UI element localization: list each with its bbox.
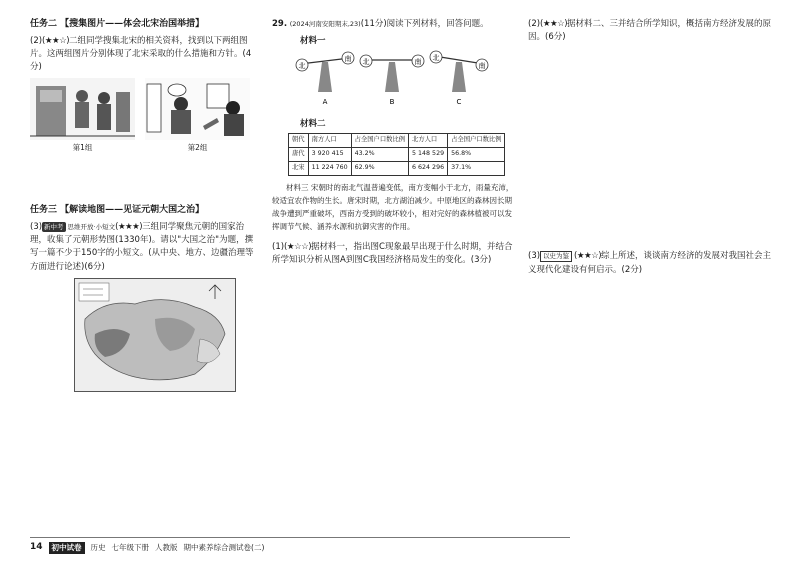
population-table [288,133,505,176]
subquestion-1-paragraph [272,241,518,267]
question-text: 据材料二、三并结合所学知识，概括南方经济发展的原因。(6分) [528,19,772,43]
question-number: 29. [272,19,288,29]
scale-a-north-char: 北 [298,62,306,71]
material-1-title: 材料一 [300,36,326,47]
subquestion-3-paragraph [528,250,773,276]
table-cell: 62.9% [351,161,408,175]
officials-scene-image [145,78,250,140]
difficulty-stars: (★★★) [115,222,143,233]
question-29-header [272,18,518,31]
scale-a-label: A [322,98,328,107]
scale-a [296,52,354,106]
question-number: (2) [528,19,541,29]
question-number: (3) [30,222,43,233]
table-cell: 唐代 [289,147,309,161]
scale-c [430,51,488,106]
table-cell: 56.8% [448,147,505,161]
series-tag: 初中试卷 [49,542,85,554]
material-3-paragraph: 材料三 宋朝时的南北气温普遍变低，南方变幅小于北方，雨量充沛，较适宜农作物的生长。唐宋时期，北方湖泊减少。中原地区的森林因长期战争遭到严重破坏，西南方受到的破坏较小，相对完好的森林植被可以发挥调节气候、涵养水源和抗御灾害的作用。 [272,182,514,232]
scale-c-south-char: 南 [478,62,486,71]
group1-caption: 第1组 [72,143,93,153]
task2-title: 任务二 【搜集图片——体会北宋治国举措】 [30,19,205,29]
scale-b-south-char: 南 [414,58,422,67]
table-header-cell: 朝代 [289,133,309,147]
left-column [30,18,260,392]
image-groups [30,78,260,154]
footer-divider [30,537,570,538]
question-2-paragraph [30,35,260,75]
question-type-label: 思维开放·小短文 [67,223,116,232]
scale-c-label: C [456,98,462,107]
history-lesson-badge: 以史为鉴 [540,251,572,262]
map-image [75,279,235,391]
difficulty-stars: (★★☆) [540,19,568,29]
scale-c-north-char: 北 [432,54,440,63]
question-number: (3) [528,251,541,262]
yuan-dynasty-map [74,278,236,392]
question-text: 据材料一，指出图C现象最早出现于什么时期，并结合所学知识分析从图A到图C我国经济格局发生的变化。(3分) [272,241,513,265]
question-number: (2) [30,35,43,46]
difficulty-stars: (★★☆) [42,35,70,46]
material-2-title: 材料二 [300,118,326,129]
table-row [289,147,505,161]
right-column [528,18,773,279]
question-text: 三组同学聚焦元朝的国家治理，收集了元朝形势图(1330年)。请以"大国之治"为题，撰写一篇不少于150字的小短文。(从中央、地方、边疆治理等方面进行论述)(6分) [30,222,254,272]
scale-a-south-char: 南 [344,55,352,64]
question-text: 二组同学搜集北宋的相关资料，找到以下两组图片。这两组图片分别体现了北宋采取的什么措施和方针。(4分) [30,35,252,73]
table-cell: 37.1% [448,161,505,175]
scale-b-label: B [389,98,395,107]
exam-title: 期中素养综合测试卷(二) [183,543,265,553]
difficulty-stars: (★☆☆) [284,241,312,252]
difficulty-stars: (★★☆) [574,251,602,262]
table-header-cell: 占全国户口数比例 [351,133,408,147]
question-instructions: (11分)阅读下列材料，回答问题。 [360,19,489,29]
group2-caption: 第2组 [187,143,208,153]
table-cell: 3 920 415 [308,147,351,161]
task3-title: 任务三 【解读地图——见证元朝大国之治】 [30,205,205,216]
table-row [289,161,505,175]
group2-illustration [145,78,250,154]
grade-label: 七年级下册 [111,543,150,553]
table-cell: 11 224 760 [308,161,351,175]
question-3-paragraph [30,221,260,274]
table-cell: 北宋 [289,161,309,175]
question-source: (2024河南安阳期末,23) [289,20,361,28]
table-cell: 5 148 529 [409,147,448,161]
table-cell: 43.2% [351,147,408,161]
balance-scale-diagram [292,50,492,108]
question-text: 综上所述，谈谈南方经济的发展对我国社会主义现代化建设有何启示。(2分) [528,251,772,275]
table-header-cell: 占全国户口数比例 [448,133,505,147]
page-number: 14 [30,542,43,552]
edition-label: 人教版 [155,543,178,553]
table-header-row [289,133,505,147]
group1-illustration [30,78,135,154]
table-header-cell: 南方人口 [308,133,351,147]
scale-b [360,55,424,106]
middle-column [272,18,518,269]
scale-b-north-char: 北 [362,58,370,67]
subject-label: 历史 [90,543,106,553]
page-footer [30,541,264,555]
soldier-scene-image [30,78,135,140]
new-exam-badge: 新中考 [44,223,64,232]
table-cell: 6 624 296 [409,161,448,175]
table-header-cell: 北方人口 [409,133,448,147]
question-number: (1) [272,241,285,252]
subquestion-2-paragraph [528,18,773,44]
